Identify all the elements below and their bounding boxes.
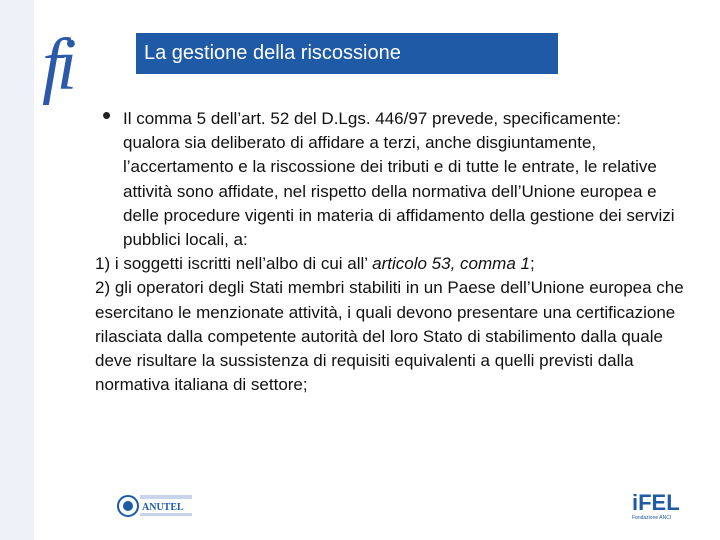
list-item-1-suffix: ; bbox=[529, 254, 535, 274]
intro-text: Il comma 5 dell’art. 52 del D.Lgs. 446/97 prevede, specificamente: bbox=[123, 109, 621, 128]
ifel-logo bbox=[632, 492, 692, 524]
anutel-logo-graphic bbox=[116, 492, 194, 520]
anutel-logo bbox=[116, 492, 194, 520]
list-item-1 bbox=[95, 252, 695, 276]
list-item-1-prefix: 1) i soggetti iscritti nell’albo di cui all’ bbox=[95, 254, 373, 274]
list-item-2: 2) gli operatori degli Stati membri stabiliti in un Paese dell’Unione europea che esercitano le menzionate attività, i quali devono presentare una certificazione rilasciata dalla competente autorità del loro Stato di stabilimento dalla quale deve risultare la sussistenza di requisiti equivalenti a quelli previsti dalla normativa italiana di settore; bbox=[95, 278, 684, 395]
page-title: La gestione della riscossione bbox=[144, 42, 401, 64]
article-reference: articolo 53, comma 1 bbox=[372, 254, 530, 274]
anutel-logo-text: ANUTEL bbox=[142, 502, 184, 513]
left-sidebar-band bbox=[0, 0, 34, 540]
slide-body bbox=[95, 107, 695, 397]
title-banner bbox=[136, 33, 558, 74]
fi-logo: fi bbox=[42, 24, 72, 106]
ifel-logo-text: iFEL bbox=[632, 490, 680, 515]
bullet-dot-icon: • bbox=[102, 100, 112, 130]
ifel-logo-subtext: Fondazione ANCI bbox=[632, 515, 672, 521]
clause-text: qualora sia deliberato di affidare a terzi, anche disgiuntamente, l’accertamento e la riscossione dei tributi e di tutte le entrate, le relative attività sono affidate, nel rispetto della normativa dell’Unione europea e delle procedure vigenti in materia di affidamento della gestione dei servizi pubblici locali, a: bbox=[123, 133, 675, 250]
